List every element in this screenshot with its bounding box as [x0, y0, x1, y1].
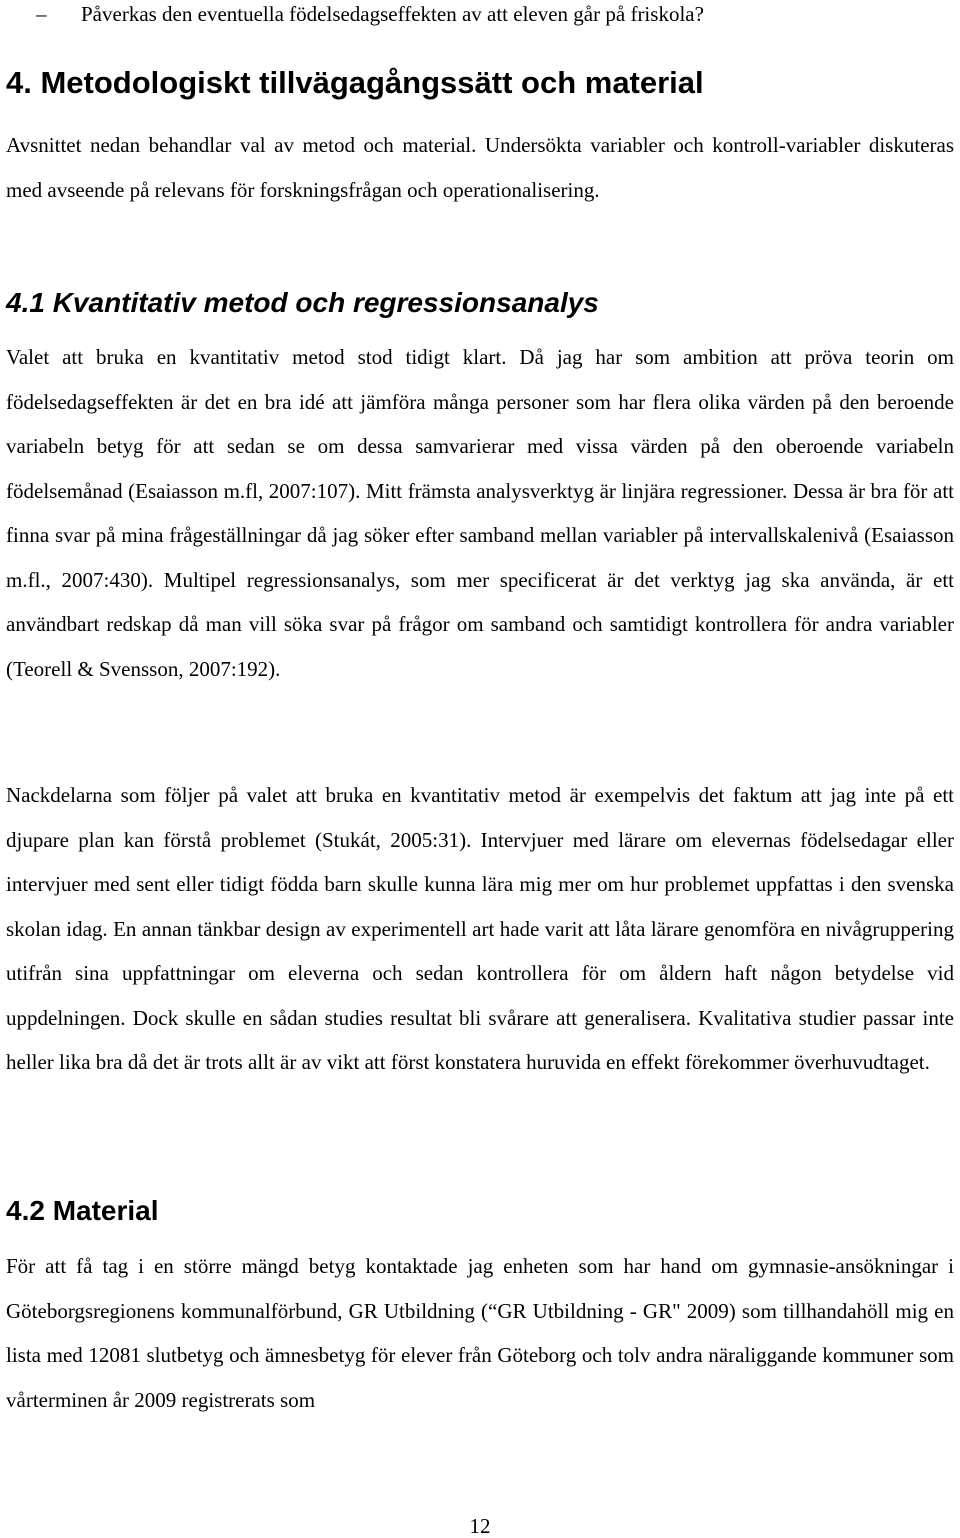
drawbacks-paragraph: Nackdelarna som följer på valet att bruka en kvantitativ metod är exempelvis det faktum att jag inte på ett djupare plan kan förstå problemet (Stukát, 2005:31). Intervjuer med lärare om elevernas födelsedagar eller intervjuer med sent eller tidigt födda barn skulle kunna lära mig mer om hur problemet uppfattas i den svenska skolan idag. En annan tänkbar design av experimentell art hade varit att låta lärare genomföra en nivågruppering utifrån sina uppfattningar om eleverna och sedan kontrollera för om åldern haft någon betydelse vid uppdelningen. Dock skulle en sådan studies resultat bli svårare att generalisera. Kvalitativa studier passar inte heller lika bra då det är trots allt är av vikt att först konstatera huruvida en effekt förekommer överhuvudtaget.	[6, 783, 954, 1074]
page-number: 12	[469, 1514, 491, 1538]
method-paragraph: Valet att bruka en kvantitativ metod stod tidigt klart. Då jag har som ambition att pröva teorin om födelsedagseffekten är det en bra idé att jämföra många personer som har flera olika värden på den beroende variabeln betyg för att sedan se om dessa samvarierar med vissa värden på den oberoende variabeln födelsemånad (Esaiasson m.fl, 2007:107). Mitt främsta analysverktyg är linjära regressioner. Dessa är bra för att finna svar på mina frågeställningar då jag söker efter samband mellan variabler på intervallskalenivå (Esaiasson m.fl., 2007:430). Multipel regressionsanalys, som mer specificerat är det verktyg jag ska använda, är ett användbart redskap då man vill söka svar på frågor om samband och samtidigt kontrollera för andra variabler (Teorell & Svensson, 2007:192).	[6, 345, 954, 681]
subsection-heading-material: 4.2 Material	[6, 1195, 159, 1226]
bullet-marker: –	[36, 2, 47, 26]
section-heading: 4. Metodologiskt tillvägagångssätt och material	[6, 65, 704, 100]
bullet-text: Påverkas den eventuella födelsedagseffekten av att eleven går på friskola?	[81, 2, 704, 26]
material-paragraph: För att få tag i en större mängd betyg kontaktade jag enheten som har hand om gymnasie-ansökningar i Göteborgsregionens kommunalförbund, GR Utbildning (“GR Utbildning - GR" 2009) som tillhandahöll mig en lista med 12081 slutbetyg och ämnesbetyg för elever från Göteborg och tolv andra näraliggande kommuner som vårterminen år 2009 registrerats som	[6, 1254, 954, 1412]
subsection-heading-method: 4.1 Kvantitativ metod och regressionsanalys	[6, 287, 599, 318]
section-intro-paragraph: Avsnittet nedan behandlar val av metod och material. Undersökta variabler och kontroll-variabler diskuteras med avseende på relevans för forskningsfrågan och operationalisering.	[6, 133, 954, 202]
